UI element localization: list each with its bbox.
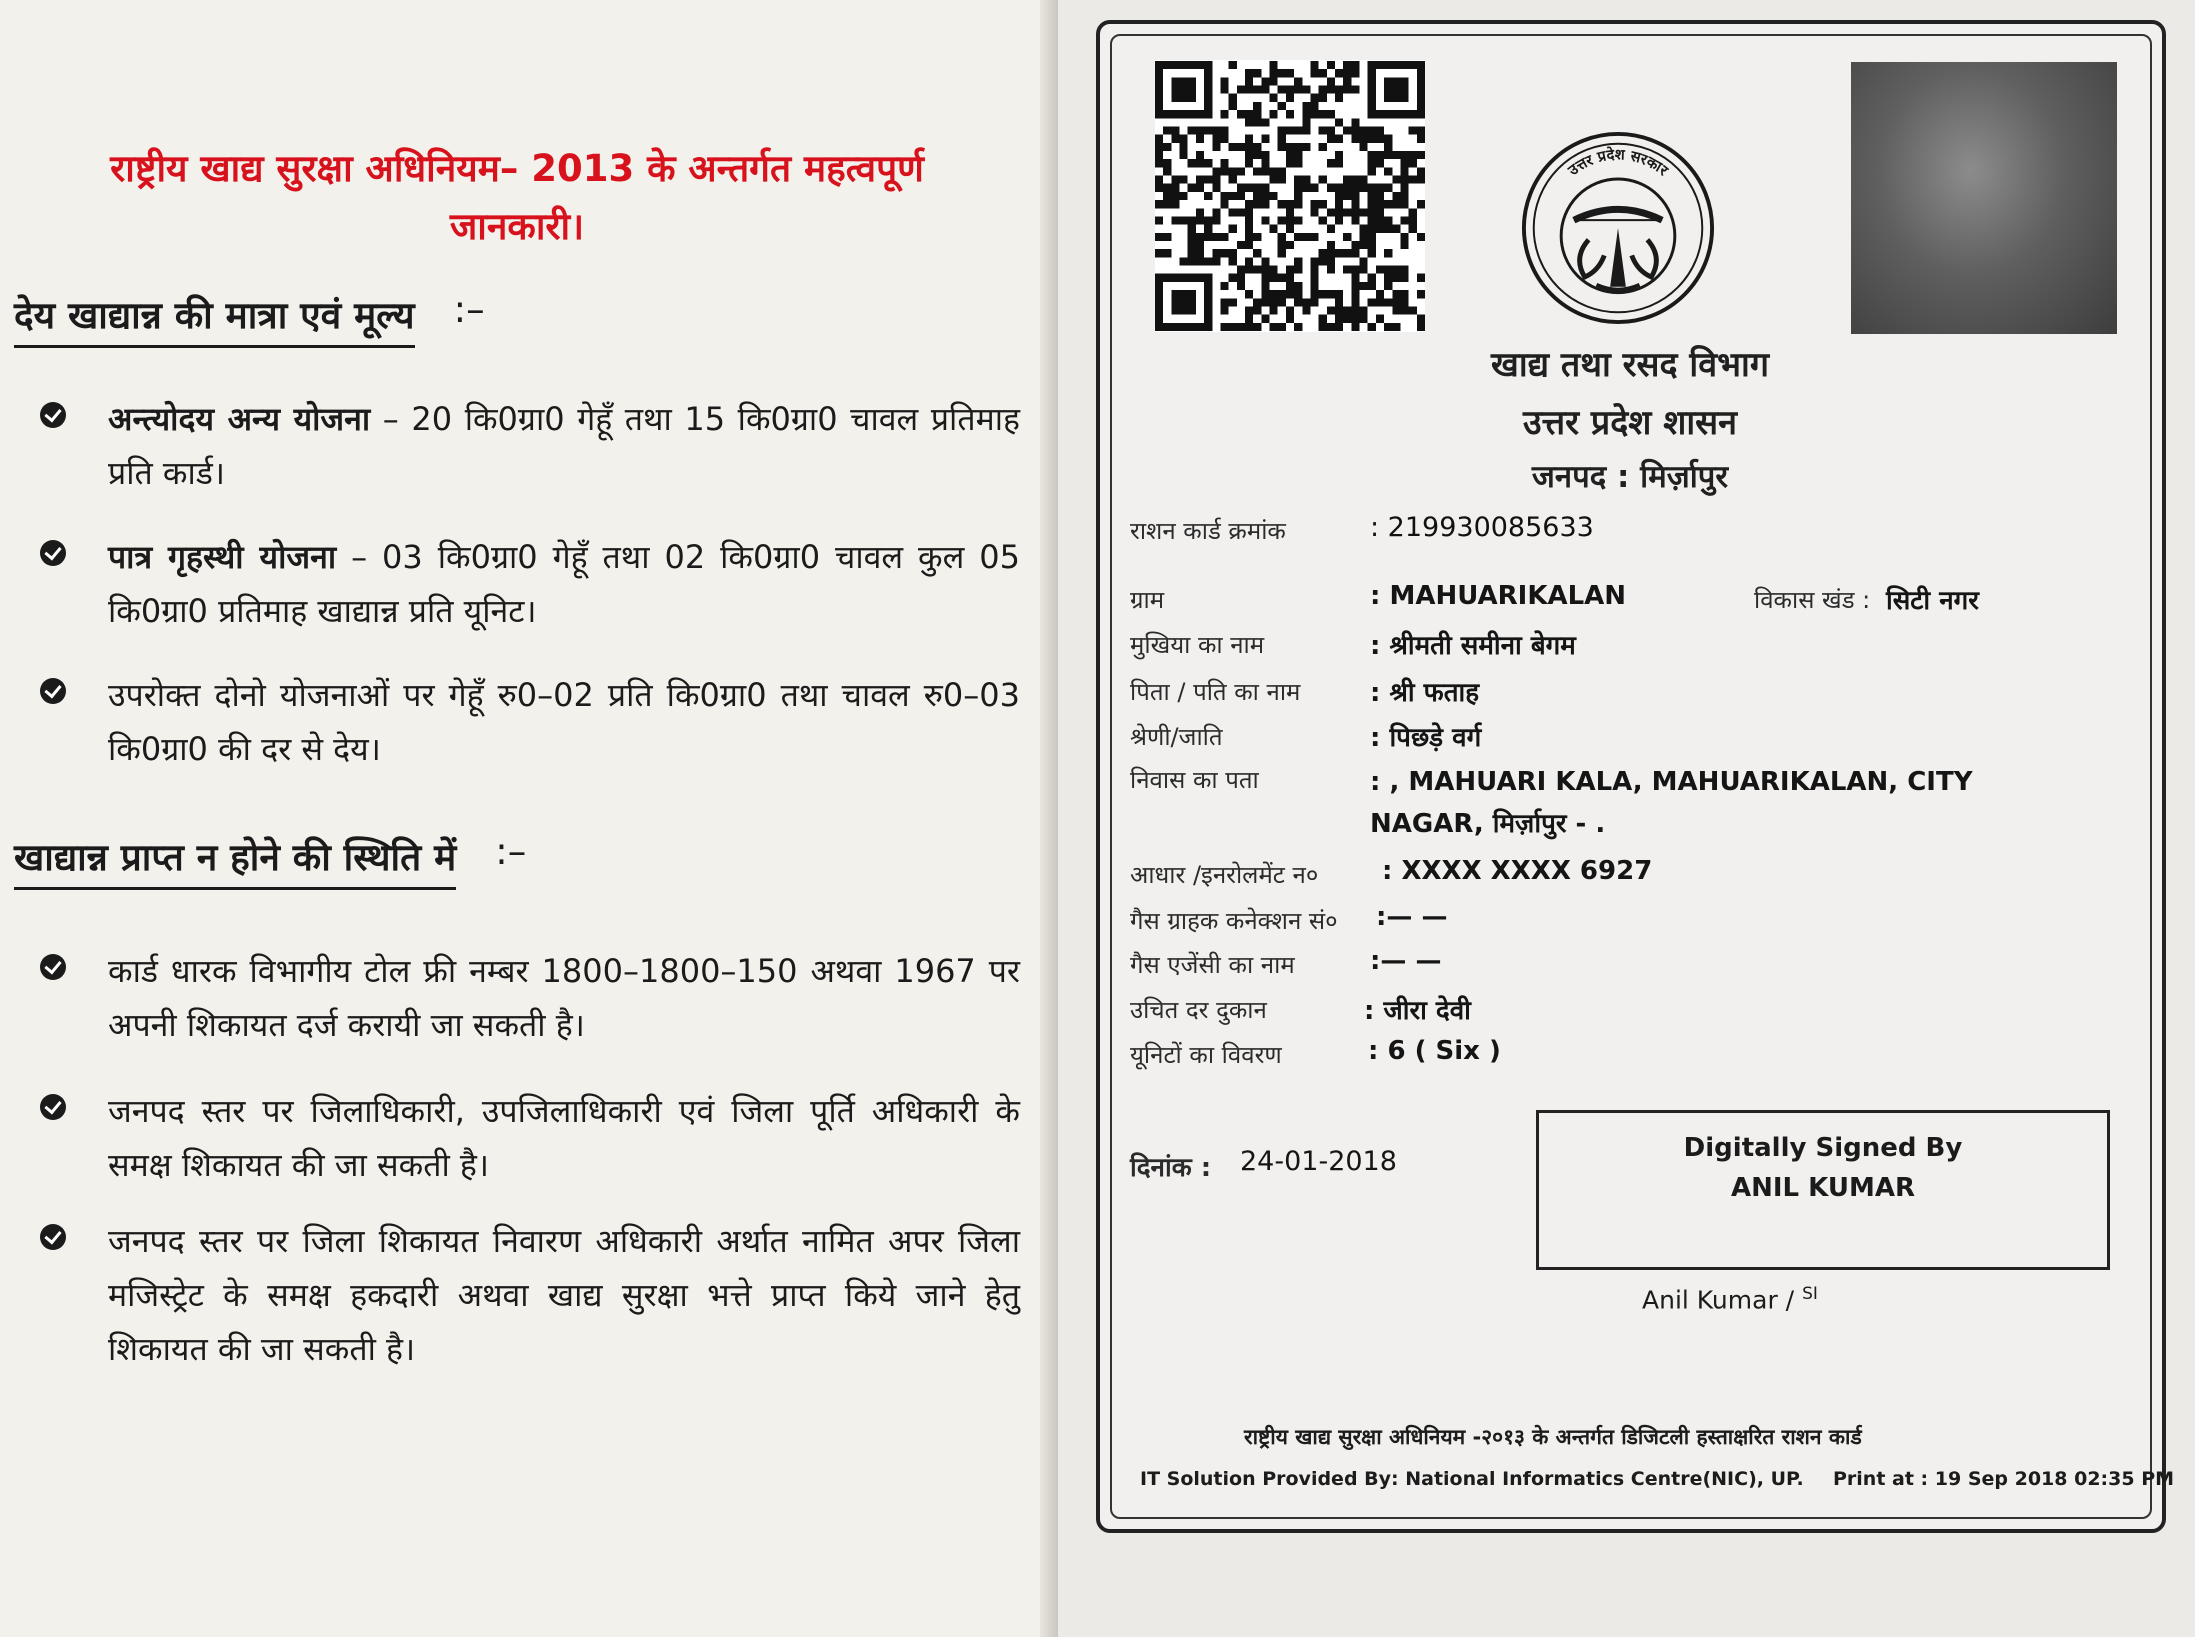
complaint-text: जनपद स्तर पर जिलाधिकारी, उपजिलाधिकारी एवं जिला पूर्ति अधिकारी के समक्ष शिकायत की जा सकती है। xyxy=(108,1092,1020,1184)
block-label: विकास खंड : xyxy=(1754,586,1871,614)
footer-print-time: Print at : 19 Sep 2018 02:35 PM xyxy=(1833,1468,2175,1490)
father-name-value: : श्री फताह xyxy=(1370,678,1480,708)
title-line-2: जानकारी। xyxy=(449,205,585,248)
page-spine xyxy=(1040,0,1058,1637)
signatory-post: SI xyxy=(1802,1284,1818,1304)
check-circle-icon xyxy=(40,540,66,566)
list-item xyxy=(40,944,1020,1052)
complaint-text: जनपद स्तर पर जिला शिकायत निवारण अधिकारी अर्थात नामित अपर जिला मजिस्ट्रेट के समक्ष हकदारी अथवा खाद्य सुरक्षा भत्ते प्राप्त किये जाने हेतु शिकायत की जा सकती है। xyxy=(108,1222,1020,1368)
gas-agency-value: :— — xyxy=(1370,946,1442,976)
field-label: ग्राम xyxy=(1130,586,1165,614)
scheme-detail: – 03 कि0ग्रा0 गेहूँ तथा 02 कि0ग्रा0 चावल कुल 05 कि0ग्रा0 प्रतिमाह खाद्यान्न प्रति यूनिट। xyxy=(108,538,1020,630)
scheme-name: अन्त्योदय अन्य योजना xyxy=(108,400,371,438)
address-value: : , MAHUARI KALA, MAHUARIKALAN, CITY NAGAR, मिर्ज़ापुर - . xyxy=(1370,767,1973,839)
list-item xyxy=(40,668,1020,776)
section-heading-complaint xyxy=(14,830,527,890)
district-name: जनपद : मिर्ज़ापुर xyxy=(1531,459,1729,495)
gas-connection-value: :— — xyxy=(1376,902,1448,932)
field-label: मुखिया का नाम xyxy=(1130,631,1265,659)
section-heading-text: देय खाद्यान्न की मात्रा एवं मूल्य xyxy=(14,294,415,337)
units-value: : 6 ( Six ) xyxy=(1368,1036,1501,1066)
digital-signature-box xyxy=(1536,1110,2110,1270)
field-label: गैस एजेंसी का नाम xyxy=(1130,951,1295,979)
check-circle-icon xyxy=(40,954,66,980)
list-item xyxy=(40,392,1020,500)
rate-detail: उपरोक्त दोनो योजनाओं पर गेहूँ रु0–02 प्रति कि0ग्रा0 तथा चावल रु0–03 कि0ग्रा0 की दर से देय। xyxy=(108,676,1020,768)
left-page-title xyxy=(12,140,1022,256)
emblem-text: उत्तर प्रदेश सरकार xyxy=(1565,146,1671,180)
field-label: निवास का पता xyxy=(1130,766,1259,794)
list-item xyxy=(40,1214,1020,1376)
list-item xyxy=(40,530,1020,638)
government-name: उत्तर प्रदेश शासन xyxy=(1522,403,1737,443)
department-name: खाद्य तथा रसद विभाग xyxy=(1491,345,1769,385)
field-label: राशन कार्ड क्रमांक xyxy=(1130,517,1286,545)
aadhaar-value: : XXXX XXXX 6927 xyxy=(1382,856,1653,886)
block-value: सिटी नगर xyxy=(1886,586,1979,616)
scheme-detail: – 20 कि0ग्रा0 गेहूँ तथा 15 कि0ग्रा0 चावल प्रतिमाह प्रति कार्ड। xyxy=(108,400,1020,492)
left-page xyxy=(0,0,1058,1637)
svg-text:उत्तर प्रदेश सरकार xyxy=(1564,145,1671,179)
section-heading-text: खाद्यान्न प्राप्त न होने की स्थिति में xyxy=(14,836,457,879)
check-circle-icon xyxy=(40,678,66,704)
village-value: : MAHUARIKALAN xyxy=(1370,581,1627,611)
section-heading-tail: :– xyxy=(453,288,485,331)
shop-value: : जीरा देवी xyxy=(1364,996,1471,1026)
qr-code-icon xyxy=(1155,60,1425,332)
signed-by-label: Digitally Signed By xyxy=(1683,1133,1963,1163)
check-circle-icon xyxy=(40,1094,66,1120)
check-circle-icon xyxy=(40,402,66,428)
category-value: : पिछड़े वर्ग xyxy=(1370,723,1482,753)
complaint-text: कार्ड धारक विभागीय टोल फ्री नम्बर 1800–1800–150 अथवा 1967 पर अपनी शिकायत दर्ज करायी जा सकती है। xyxy=(108,952,1020,1044)
footer-act-note: राष्ट्रीय खाद्य सुरक्षा अधिनियम -२०१३ के अन्तर्गत डिजिटली हस्ताक्षरित राशन कार्ड xyxy=(1244,1425,1862,1449)
signatory xyxy=(1642,1284,1818,1314)
scheme-name: पात्र गृहस्थी योजना xyxy=(108,538,337,576)
date-value: 24-01-2018 xyxy=(1240,1146,1397,1177)
field-label: यूनिटों का विवरण xyxy=(1130,1041,1282,1069)
field-label: पिता / पति का नाम xyxy=(1130,678,1301,706)
signatory-name: Anil Kumar / xyxy=(1642,1285,1795,1315)
footer-it-solution: IT Solution Provided By: National Informatics Centre(NIC), UP. xyxy=(1140,1468,1804,1490)
up-government-emblem xyxy=(1520,130,1716,326)
head-name-value: : श्रीमती समीना बेगम xyxy=(1370,631,1576,661)
date-label: दिनांक : xyxy=(1130,1153,1212,1183)
card-holder-photo xyxy=(1851,62,2117,334)
field-label: श्रेणी/जाति xyxy=(1130,723,1223,751)
check-circle-icon xyxy=(40,1224,66,1250)
section-heading-quantity xyxy=(14,288,485,348)
field-label: उचित दर दुकान xyxy=(1130,996,1267,1024)
section-heading-tail: :– xyxy=(495,830,527,873)
title-line-1: राष्ट्रीय खाद्य सुरक्षा अधिनियम– 2013 के अन्तर्गत महत्वपूर्ण xyxy=(110,147,924,190)
card-number-value: : 219930085633 xyxy=(1370,512,1594,543)
field-label: गैस ग्राहक कनेक्शन सं० xyxy=(1130,907,1338,935)
list-item xyxy=(40,1084,1020,1192)
signer-name: ANIL KUMAR xyxy=(1731,1173,1915,1203)
field-label: आधार /इनरोलमेंट न० xyxy=(1130,861,1319,889)
